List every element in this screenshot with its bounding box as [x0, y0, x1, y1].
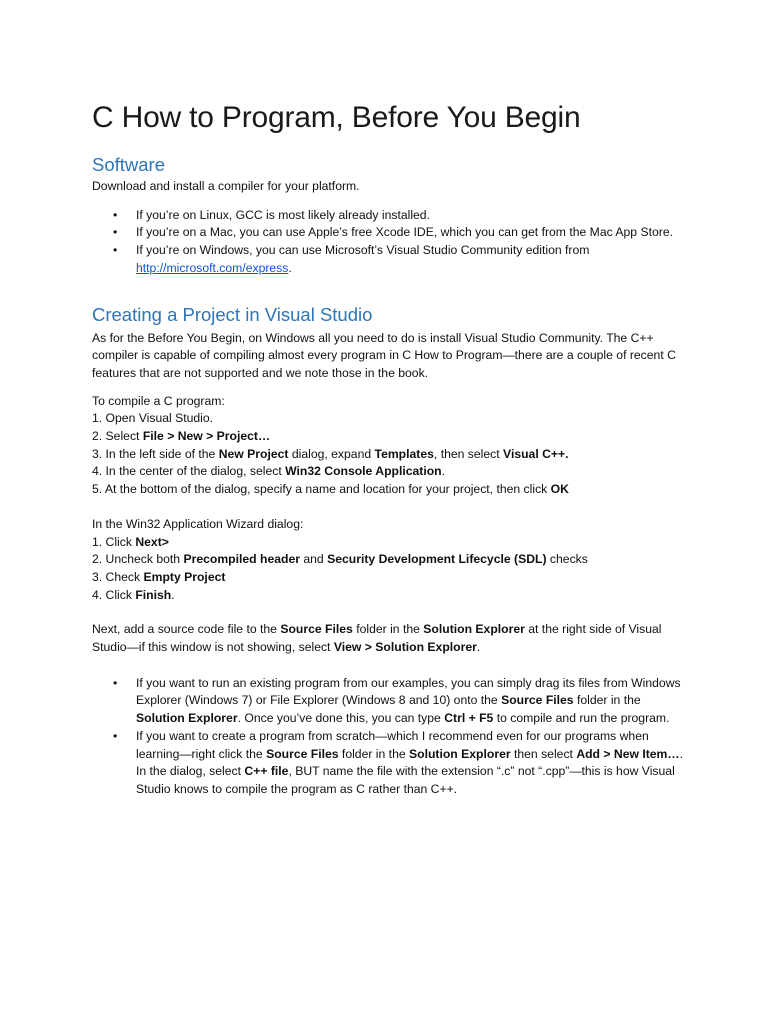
step-item — [92, 587, 690, 605]
bold-text: Source Files — [280, 622, 353, 637]
text-run: to compile and run the program. — [493, 711, 670, 726]
compile-heading: To compile a C program: — [92, 393, 225, 408]
text-run: folder in the — [338, 746, 410, 761]
bold-text: Solution Explorer — [409, 746, 511, 761]
wizard-heading: In the Win32 Application Wizard dialog: — [92, 516, 304, 531]
document-title: C How to Program, Before You Begin — [92, 101, 581, 134]
step-item — [92, 534, 690, 552]
software-heading: Software — [92, 154, 166, 175]
text-run: 2. Uncheck both — [92, 552, 184, 567]
bold-text: File > New > Project… — [142, 429, 271, 444]
bullet-text: If you’re on Linux, GCC is most likely already installed. — [136, 207, 430, 222]
text-run: 3. In the left side of the — [92, 446, 219, 461]
bold-text: Win32 Console Application — [285, 464, 442, 479]
bullet-glyph: • — [113, 225, 118, 240]
bold-text: Visual C++. — [503, 446, 569, 461]
bold-text: New Project — [218, 446, 289, 461]
text-run: , then select — [433, 446, 504, 461]
bold-text: Solution Explorer — [423, 622, 525, 637]
text-run: and — [299, 552, 328, 567]
bold-text: Templates — [374, 446, 434, 461]
bold-text: C++ file — [244, 764, 289, 779]
text-run: 1. Open Visual Studio. — [92, 411, 214, 426]
text-run: at the right side of Visual Studio—if this window is not showing, select — [92, 622, 662, 655]
bold-text: Source Files — [501, 693, 574, 708]
text-run: dialog, expand — [288, 446, 375, 461]
step-item — [92, 481, 690, 499]
bold-text: Solution Explorer — [136, 711, 238, 726]
text-run: 4. Click — [92, 587, 136, 602]
text-run: checks — [546, 552, 588, 567]
text-run: . Once you’ve done this, you can type — [237, 711, 445, 726]
text-run: Next, add a source code file to the — [92, 622, 281, 637]
software-bullet-mac — [92, 224, 690, 242]
text-run: 2. Select — [92, 429, 143, 444]
final-bullet-list — [92, 675, 690, 799]
next-paragraph — [92, 621, 690, 656]
text-run: . — [171, 587, 175, 602]
text-run: folder in the — [573, 693, 641, 708]
text-run: folder in the — [352, 622, 424, 637]
wizard-steps-list — [92, 534, 690, 605]
bold-text: Security Development Lifecycle (SDL) — [327, 552, 547, 567]
text-run: , BUT name the file with the extension “.c” not “.cpp”—this is how Visual Studio knows to compile the program as C rather than C++. — [136, 764, 675, 796]
text-run: . — [476, 640, 481, 655]
microsoft-express-link[interactable]: http://microsoft.com/express — [136, 260, 289, 275]
text-run: If you want to run an existing program from our examples, you can simply drag its files from Windows Explorer (Windows 7) or File Explorer (Windows 8 and 10) onto the — [136, 675, 681, 708]
bullet-text: If you’re on Windows, you can use Microsoft’s Visual Studio Community edition from — [136, 243, 590, 258]
text-run: 5. At the bottom of the dialog, specify a name and location for your project, then click — [92, 482, 551, 497]
compile-steps-list — [92, 410, 690, 499]
step-item — [92, 410, 690, 428]
bold-text: Source Files — [266, 746, 339, 761]
bold-text: View > Solution Explorer — [333, 640, 477, 655]
step-item — [92, 569, 690, 587]
creating-project-heading: Creating a Project in Visual Studio — [92, 303, 373, 325]
bullet-glyph: • — [113, 243, 118, 258]
bold-text: Next> — [135, 534, 169, 549]
bullet-glyph: • — [113, 207, 118, 222]
final-bullet-item — [92, 728, 690, 799]
software-bullet-list — [92, 207, 690, 278]
bold-text: Precompiled header — [183, 552, 300, 567]
text-run: 1. Click — [92, 534, 136, 549]
bullet-text: If you’re on a Mac, you can use Apple’s free Xcode IDE, which you can get from the Mac App Store. — [136, 225, 673, 240]
software-bullet-windows — [92, 242, 690, 277]
bullet-glyph: • — [113, 675, 118, 690]
text-run: If you want to create a program from scratch—which I recommend even for our programs when learning—right click the — [136, 728, 649, 761]
text-run: 4. In the center of the dialog, select — [92, 464, 286, 479]
bold-text: Finish — [135, 587, 172, 602]
software-intro: Download and install a compiler for your platform. — [92, 179, 360, 193]
bold-text: Ctrl + F5 — [444, 711, 494, 726]
link-suffix: . — [288, 260, 292, 275]
bold-text: OK — [550, 482, 569, 497]
project-intro: As for the Before You Begin, on Windows all you need to do is install Visual Studio Community. The C++ compiler is capable of compiling almost every program in C How to Program—there are a couple of recent C features that are not supported and we note those in the book. — [92, 330, 676, 380]
bullet-glyph: • — [113, 728, 118, 743]
step-item — [92, 463, 690, 481]
step-item — [92, 551, 690, 569]
final-bullet-item — [92, 675, 690, 728]
text-run: . In the dialog, select — [136, 746, 683, 779]
bold-text: Add > New Item… — [576, 746, 680, 761]
software-bullet-linux — [92, 207, 690, 225]
bold-text: Empty Project — [143, 569, 226, 584]
text-run: then select — [510, 746, 577, 761]
step-item — [92, 446, 690, 464]
text-run: . — [441, 464, 446, 479]
step-item — [92, 428, 690, 446]
text-run: 3. Check — [92, 569, 144, 584]
